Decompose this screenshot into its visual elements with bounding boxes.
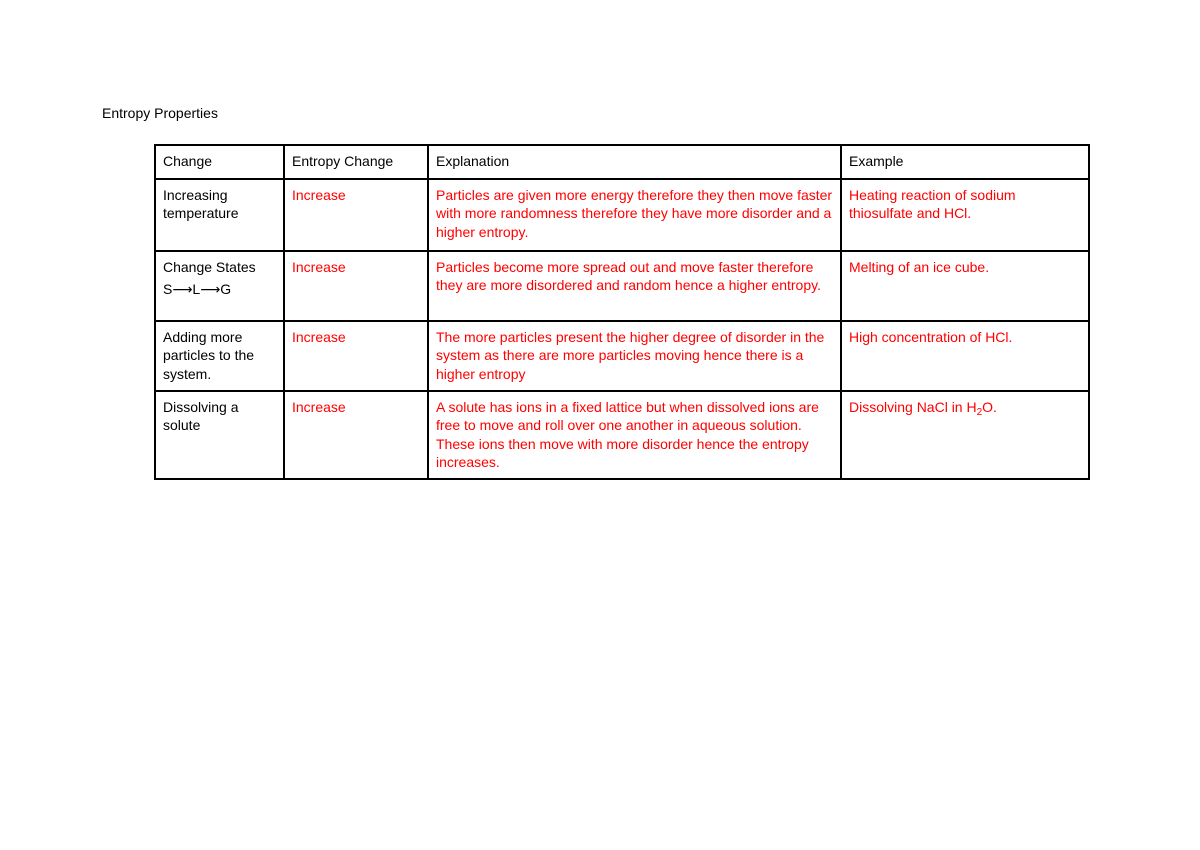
header-change: Change: [155, 145, 284, 179]
cell-change: [155, 251, 284, 321]
cell-example: Melting of an ice cube.: [841, 251, 1089, 321]
table-row: [155, 251, 1089, 321]
header-explanation: Explanation: [428, 145, 841, 179]
cell-explanation: Particles become more spread out and move faster therefore they are more disordered and random hence a higher entropy.: [428, 251, 841, 321]
example-prefix: Dissolving NaCl in H: [849, 399, 977, 415]
cell-explanation: The more particles present the higher degree of disorder in the system as there are more particles moving hence there is a higher entropy: [428, 321, 841, 391]
table-row: [155, 179, 1089, 251]
example-suffix: O.: [982, 399, 997, 415]
cell-explanation: Particles are given more energy therefore they then move faster with more randomness therefore they have more disorder and a higher entropy.: [428, 179, 841, 251]
change-label: Change States: [163, 259, 256, 275]
cell-explanation: A solute has ions in a fixed lattice but when dissolved ions are free to move and roll over one another in aqueous solution. These ions then move with more disorder hence the entropy increases.: [428, 391, 841, 479]
table-row: [155, 391, 1089, 479]
header-example: Example: [841, 145, 1089, 179]
cell-entropy-change: Increase: [284, 391, 428, 479]
header-entropy-change: Entropy Change: [284, 145, 428, 179]
cell-example: [841, 391, 1089, 479]
cell-entropy-change: Increase: [284, 179, 428, 251]
table-row: [155, 321, 1089, 391]
cell-example: Heating reaction of sodium thiosulfate and HCl.: [841, 179, 1089, 251]
cell-entropy-change: Increase: [284, 321, 428, 391]
state-sequence: S⟶L⟶G: [163, 281, 232, 298]
table-header-row: [155, 145, 1089, 179]
cell-example: High concentration of HCl.: [841, 321, 1089, 391]
cell-change: Adding more particles to the system.: [155, 321, 284, 391]
cell-entropy-change: Increase: [284, 251, 428, 321]
example-subscript: 2: [976, 407, 983, 418]
cell-change: Increasing temperature: [155, 179, 284, 251]
cell-change: Dissolving a solute: [155, 391, 284, 479]
entropy-properties-table: [154, 144, 1090, 480]
page-title: Entropy Properties: [102, 105, 218, 121]
